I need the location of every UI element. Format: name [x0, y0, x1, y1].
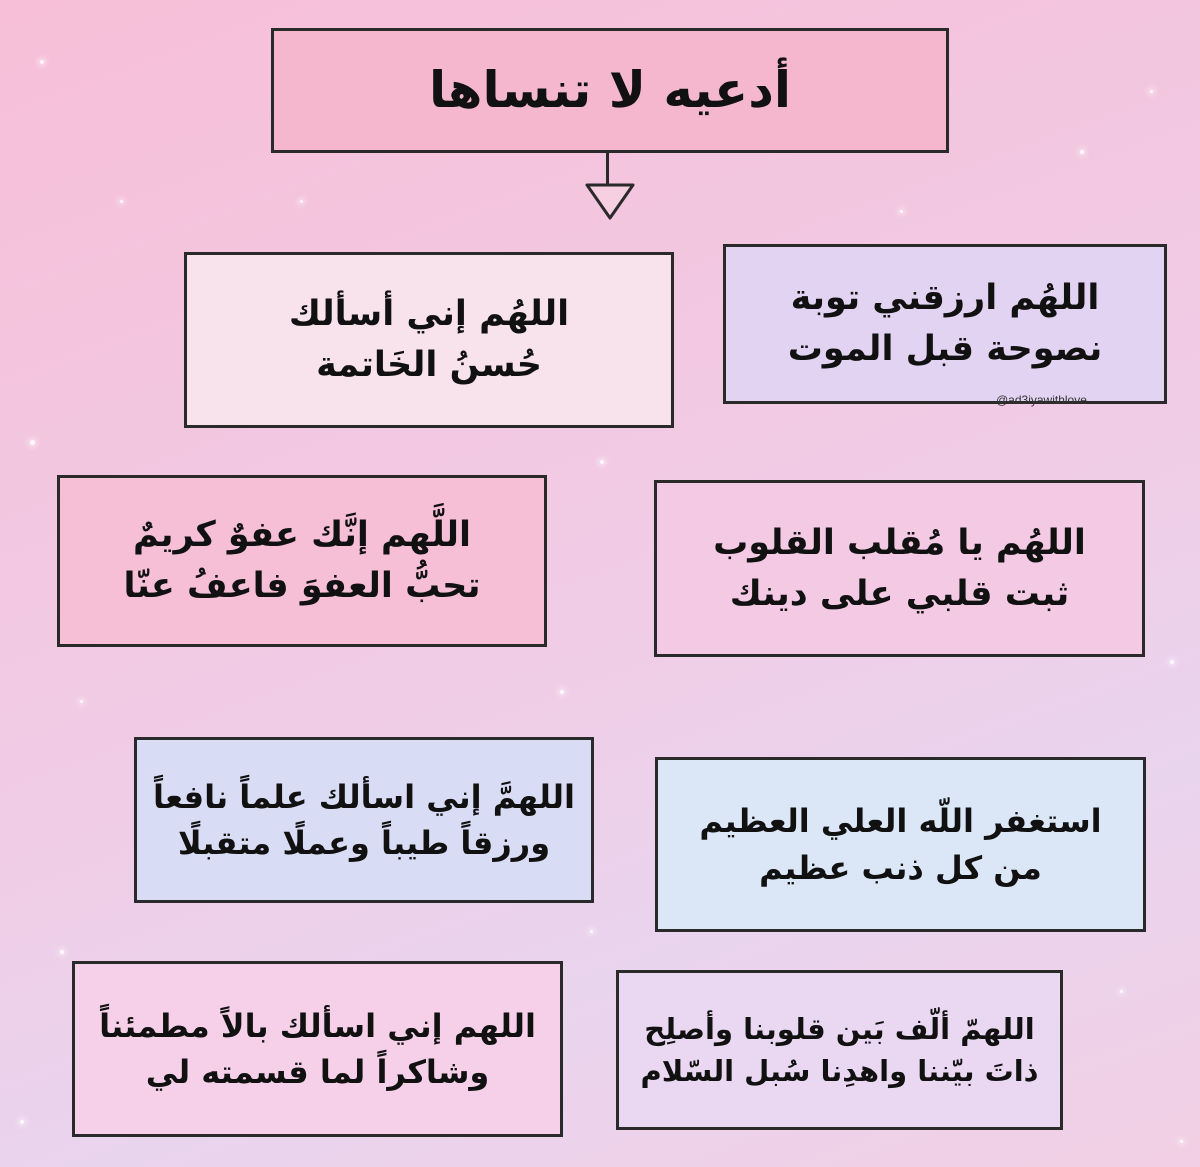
dua-line-2: نصوحة قبل الموت	[787, 329, 1103, 369]
dua-line-2: حُسنُ الخَاتمة	[316, 345, 542, 385]
dua-line-2: وشاكراً لما قسمته لي	[145, 1053, 490, 1091]
sparkle	[1180, 1140, 1183, 1143]
dua-card	[654, 480, 1145, 657]
sparkle	[40, 60, 44, 64]
dua-line-1: اللهُم يا مُقلب القلوب	[713, 522, 1086, 563]
dua-line-2: ثبت قلبي على دينك	[729, 573, 1070, 614]
sparkle	[590, 930, 593, 933]
dua-line-1: اللهُم إني أسألك	[288, 294, 570, 335]
dua-card	[616, 970, 1063, 1130]
sparkle	[900, 210, 903, 213]
dua-card	[184, 252, 674, 428]
dua-card	[655, 757, 1146, 932]
sparkle	[1080, 150, 1084, 154]
page-title: أدعيه لا تنساها	[429, 61, 792, 120]
dua-line-1: اللهم إني اسألك بالاً مطمئناً	[99, 1006, 536, 1045]
dua-card	[72, 961, 563, 1137]
dua-card	[134, 737, 594, 903]
sparkle	[120, 200, 123, 203]
dua-line-1: استغفر اللّه العلي العظيم	[699, 802, 1102, 841]
dua-card	[723, 244, 1167, 404]
sparkle	[600, 460, 604, 464]
arrow-down-icon	[584, 182, 636, 222]
dua-line-2: من كل ذنب عظيم	[759, 848, 1042, 887]
page-title-box	[271, 28, 949, 153]
dua-line-1: اللهمّ ألّف بَين قلوبنا وأصلِح	[644, 1011, 1035, 1046]
sparkle	[30, 440, 35, 445]
dua-line-2: تحبُّ العفوَ فاعفُ عنّا	[123, 566, 481, 606]
sparkle	[60, 950, 64, 954]
sparkle	[1120, 990, 1123, 993]
dua-line-1: اللَّهم إنَّك عفوٌ كريمٌ	[132, 515, 472, 556]
sparkle	[1170, 660, 1174, 664]
dua-line-2: ذاتَ بيّننا واهدِنا سُبل السّلام	[640, 1054, 1039, 1088]
dua-line-1: اللهمَّ إني اسألك علماً نافعاً	[153, 777, 575, 816]
dua-line-2: ورزقاً طيباً وعملًا متقبلًا	[177, 824, 551, 862]
sparkle	[300, 200, 303, 203]
sparkle	[80, 700, 83, 703]
dua-card	[57, 475, 547, 647]
sparkle	[1150, 90, 1153, 93]
watermark: @ad3iyawithlove	[996, 393, 1087, 407]
sparkle	[20, 1120, 24, 1124]
dua-line-1: اللهُم ارزقني توبة	[790, 278, 1100, 319]
sparkle	[560, 690, 564, 694]
